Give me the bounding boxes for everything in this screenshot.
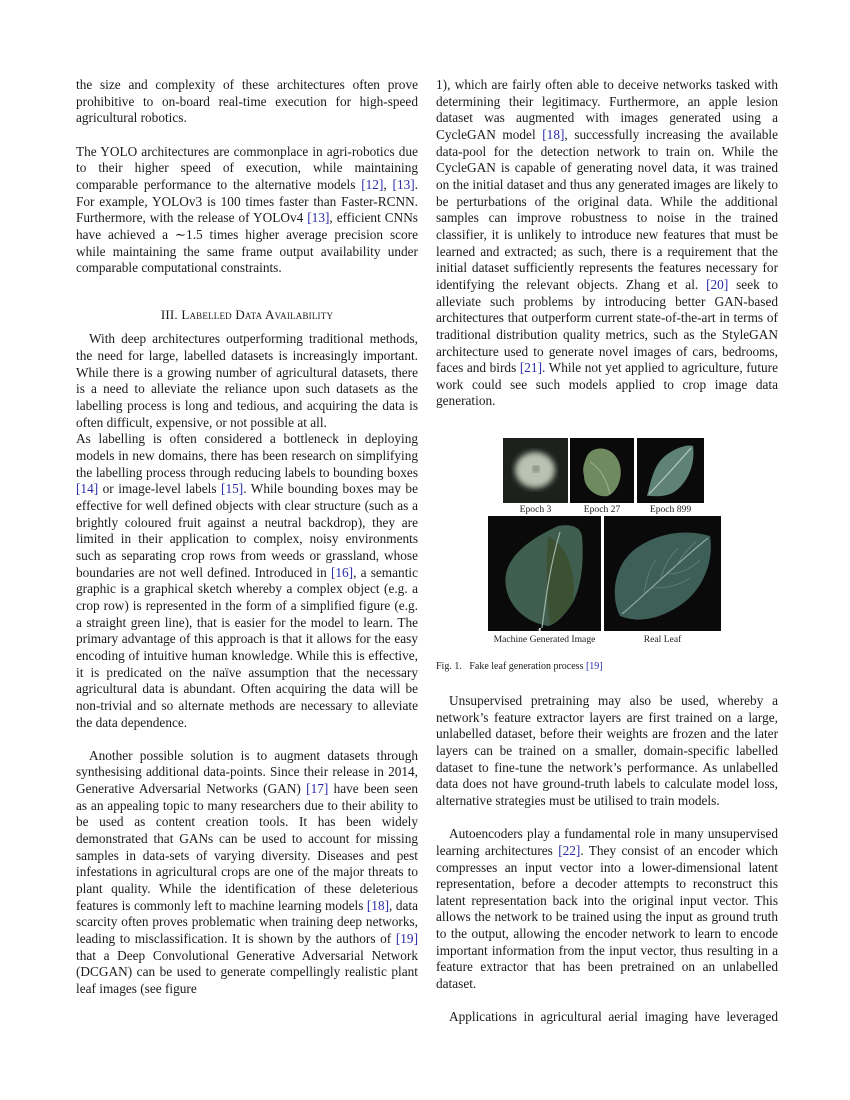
paragraph-cyclegan xyxy=(436,77,778,410)
text: The YOLO architectures are commonplace in agri-robotics due to their higher speed of execution, while maintaining comparable performance to the alternative models xyxy=(76,143,418,192)
citation-link[interactable]: [18] xyxy=(366,897,390,913)
citation-link[interactable]: [18] xyxy=(542,126,565,142)
paragraph-labelling xyxy=(76,431,418,731)
figure-panel-epoch-27 xyxy=(570,438,634,503)
citation-link[interactable]: [19] xyxy=(395,931,418,947)
figure-panel-machine-generated xyxy=(488,516,601,631)
left-column xyxy=(76,77,418,998)
leaf-icon xyxy=(604,516,721,631)
text: Another possible solution is to augment datasets through synthesising additional data-points. Since their release in 2014, Generative Adversarial Networks (GAN) xyxy=(76,747,418,797)
text: or image-level labels xyxy=(98,481,222,497)
figure-number: Fig. 1. xyxy=(436,661,462,672)
citation-link[interactable]: [22] xyxy=(558,842,581,858)
figure-panel-epoch-3 xyxy=(503,438,568,503)
paragraph: Applications in agricultural aerial imaging have leveraged xyxy=(449,1009,778,1025)
paragraph-yolo xyxy=(76,144,418,277)
citation-link[interactable]: [14] xyxy=(76,481,99,497)
figure-panel-epoch-899 xyxy=(637,438,704,503)
section-title: Labelled Data Availability xyxy=(181,306,334,322)
figure-panel-label: Epoch 3 xyxy=(519,504,552,515)
paragraph: the size and complexity of these architectures often prove prohibitive to on-board real-time execution for high-speed agricultural robotics. xyxy=(76,77,418,126)
caption-text: Fake leaf generation process xyxy=(469,661,586,672)
leaf-icon xyxy=(570,438,634,503)
leaf-icon xyxy=(488,516,601,631)
figure-panel-label: Epoch 27 xyxy=(583,504,621,515)
figure-panel-real-leaf xyxy=(604,516,721,631)
right-column-top xyxy=(436,77,778,410)
text: . For example, YOLOv3 is 100 times faster than Faster-RCNN. Furthermore, with the release of YOLOv4 xyxy=(76,176,419,226)
text: , data scarcity often proves problematic when training deep networks, leading to misclassification. It is shown by the authors of xyxy=(76,897,418,947)
text: have been seen as an appealing topic to many researchers due to their ability to be used as content creation tools. It has been widely demonstrated that GANs can be used to account for missing samples in data-sets of varying diversity. Diseases and pest infestations in agricultural crops are one of the major threats to plant quality. While the identification of these deleterious features is commonly left to machine learning models xyxy=(76,781,418,913)
citation-link[interactable]: [13] xyxy=(392,176,415,192)
text: . They consist of an encoder which compresses an input vector into a lower-dimensional latent representation, before a decoder attempts to reconstruct this latent representation back into the original input vector. This allows the network to be trained using the input as ground truth to the output, allowing the encoder network to learn to encode important information from the input vector, thus resulting in a feature extractor that has been pretrained on an unlabelled dataset. xyxy=(436,842,778,992)
section-heading xyxy=(76,307,418,324)
text: Autoencoders play a fundamental role in many unsupervised learning architectures xyxy=(436,826,778,858)
text: 1), which are fairly often able to deceive networks tasked with determining their legitimacy. Furthermore, an apple lesion dataset was augmented with images generated using a CycleGAN model xyxy=(436,77,778,142)
citation-link[interactable]: [20] xyxy=(706,276,729,292)
blurry-leaf-icon xyxy=(503,438,568,503)
citation-link[interactable]: [17] xyxy=(306,781,329,797)
citation-link[interactable]: [15] xyxy=(221,481,244,497)
paragraph-autoencoders xyxy=(436,826,778,993)
citation-link[interactable]: [21] xyxy=(519,360,542,376)
paragraph: With deep architectures outperforming traditional methods, the need for large, labelled datasets is increasingly important. While there is a growing number of agricultural datasets, there is a need to alleviate the reliance upon such datasets as the labelling process is long and tedious, and acquiring the data is often difficult, expensive, or not possible at all. xyxy=(76,331,418,430)
text: . While not yet applied to agriculture, future work could see such models applied to crop image data generation. xyxy=(436,360,778,409)
text: , a semantic graphic is a graphical sketch whereby a complex object (e.g. a crop row) is represented in the form of a simplified figure (e.g. a straight green line), that is easier for the model to learn. The primary advantage of this approach is that it allows for the easy encoding of intuitive human knowledge. While this is effective, it is predicated on the naïve assumption that the necessary agricultural data is abundant. Often acquiring the data will be non-trivial and so alternate methods are necessary to alleviate the data dependence. xyxy=(76,564,418,730)
text: that a Deep Convolutional Generative Adversarial Network (DCGAN) can be used to generate compellingly realistic plant leaf images (see figure xyxy=(76,947,418,996)
text: , efficient CNNs have achieved a ∼1.5 times higher average precision score while maintaining the same frame output availability under comparable computational constraints. xyxy=(76,210,418,276)
text: . While bounding boxes may be effective for well defined objects with clear structure (such as a brightly coloured fruit against a neutral backdrop), they are limited in their application to complex, noisy environments such as separating crop rows from weeds or grassland, whose boundaries are not well defined. Introduced in xyxy=(76,481,418,580)
figure-panel-label: Real Leaf xyxy=(643,634,682,645)
figure-panel-label: Machine Generated Image xyxy=(493,634,596,645)
section-number: III. xyxy=(160,306,178,322)
figure-panel-label: Epoch 899 xyxy=(649,504,692,515)
text: , xyxy=(383,176,393,192)
text: , successfully increasing the available data-pool for the detection network to train on. While the CycleGAN is capable of generating novel data, it was trained on the initial dataset and thus any generated images are likely to be perturbations of the original data. While the additional samples can improve robustness to noise in the trained classifier, it is unlikely to introduce new features that must be learned and extracted; as such, there is a requirement that the initial dataset sufficiently represents the features necessary for identifying the relevant objects. Zhang et al. xyxy=(436,126,778,292)
paragraph-pretraining: Unsupervised pretraining may also be used, whereby a network’s feature extractor layers are first trained on a large, unlabelled dataset, before their weights are frozen and the later layers can be trained on a smaller, domain-specific labelled dataset to fine-tune the network’s performance. As unlabelled data does not have ground-truth labels to calculate model loss, alternative strategies must be utilised to train models. xyxy=(436,693,778,808)
figure-caption xyxy=(436,661,603,672)
right-column-bottom xyxy=(436,693,778,1026)
text: seek to alleviate such problems by introducing better GAN-based architectures that outperform current state-of-the-art in terms of traditional distribution quality metrics, such as the StyleGAN architecture used to generate novel images of cars, bedrooms, faces and birds xyxy=(436,276,778,376)
citation-link[interactable]: [13] xyxy=(307,210,330,226)
citation-link[interactable]: [12] xyxy=(361,176,384,192)
citation-link[interactable]: [19] xyxy=(585,661,603,672)
leaf-icon xyxy=(637,438,704,503)
paragraph-gan xyxy=(76,748,418,998)
citation-link[interactable]: [16] xyxy=(330,564,354,580)
text: As labelling is often considered a bottleneck in deploying models in new domains, there has been research on simplifying the labelling process through reducing labels to bounding boxes xyxy=(76,431,418,480)
